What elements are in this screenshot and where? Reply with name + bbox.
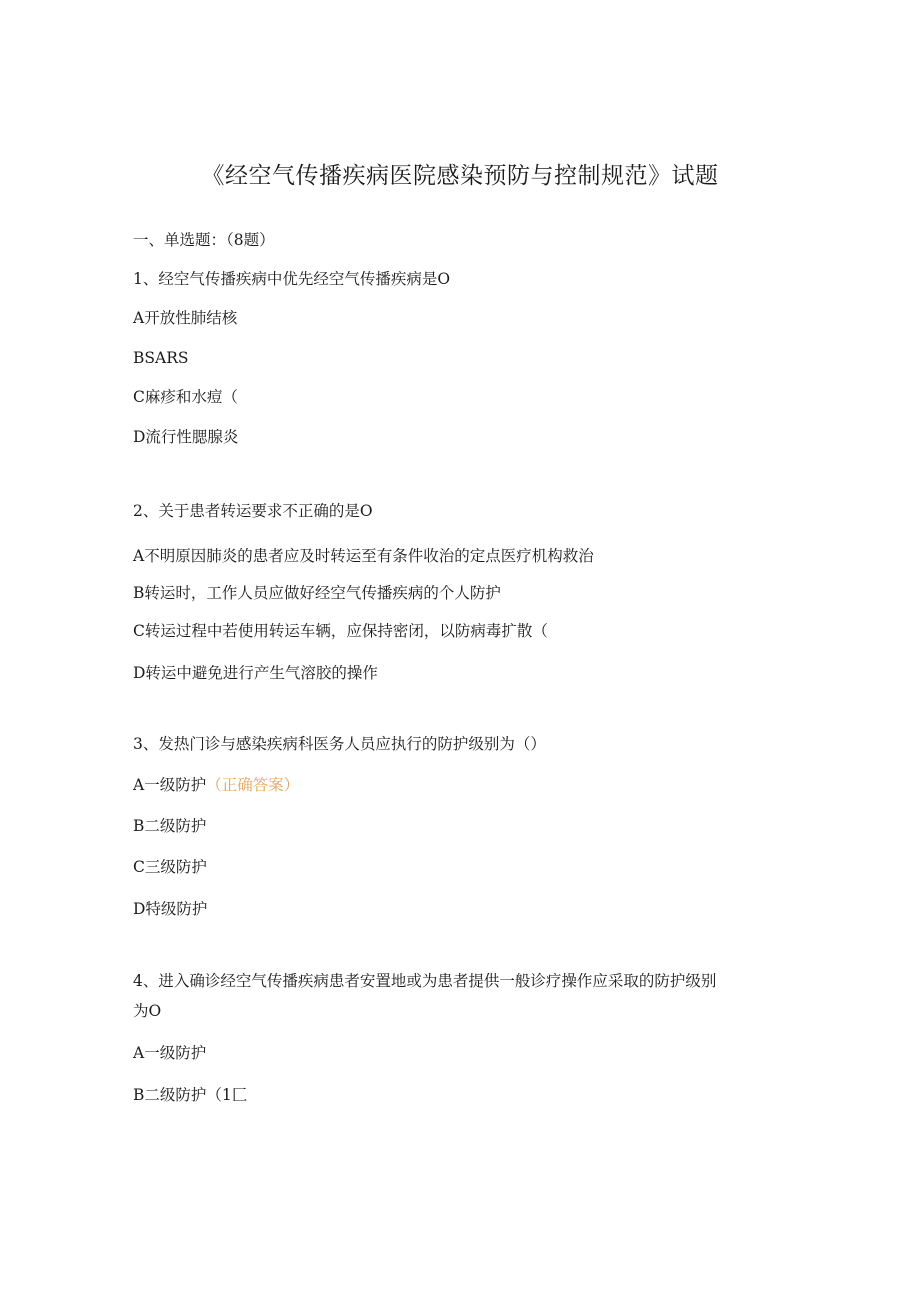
- question-4-stem-line-2: 为O: [133, 1002, 162, 1020]
- question-1-option-d: D流行性腮腺炎: [133, 428, 239, 446]
- question-2-option-b: B转运时，工作人员应做好经空气传播疾病的个人防护: [133, 584, 501, 602]
- question-3-option-d: D特级防护: [133, 900, 208, 918]
- question-1-option-a: A开放性肺结核: [133, 309, 238, 327]
- question-4-stem-line-1: 4、进入确诊经空气传播疾病患者安置地或为患者提供一般诊疗操作应采取的防护级别: [133, 972, 717, 990]
- document-title: 《经空气传播疾病医院感染预防与控制规范》试题: [201, 163, 719, 189]
- question-3-stem: 3、发热门诊与感染疾病科医务人员应执行的防护级别为（）: [133, 735, 546, 753]
- question-1-option-b: BSARS: [133, 349, 189, 367]
- question-3-option-b: B二级防护: [133, 817, 207, 835]
- question-1-option-c: C麻疹和水痘（: [133, 388, 238, 406]
- question-2-stem: 2、关于患者转运要求不正确的是O: [133, 502, 373, 520]
- question-1-stem: 1、经空气传播疾病中优先经空气传播疾病是O: [133, 270, 451, 288]
- section-heading: 一、单选题：（8题）: [133, 231, 275, 249]
- question-4-option-b: B二级防护（1匚: [133, 1086, 248, 1104]
- question-2-option-d: D转运中避免进行产生气溶胶的操作: [133, 664, 378, 682]
- question-3-option-a-label: A一级防护: [133, 776, 207, 794]
- question-2-option-c: C转运过程中若使用转运车辆，应保持密闭，以防病毒扩散（: [133, 622, 548, 640]
- question-4-option-a: A一级防护: [133, 1044, 207, 1062]
- question-3-option-a: [133, 774, 299, 796]
- question-2-option-a: A不明原因肺炎的患者应及时转运至有条件收治的定点医疗机构救治: [133, 547, 594, 565]
- correct-answer-marker: （正确答案）: [206, 776, 300, 794]
- question-3-option-c: C三级防护: [133, 858, 207, 876]
